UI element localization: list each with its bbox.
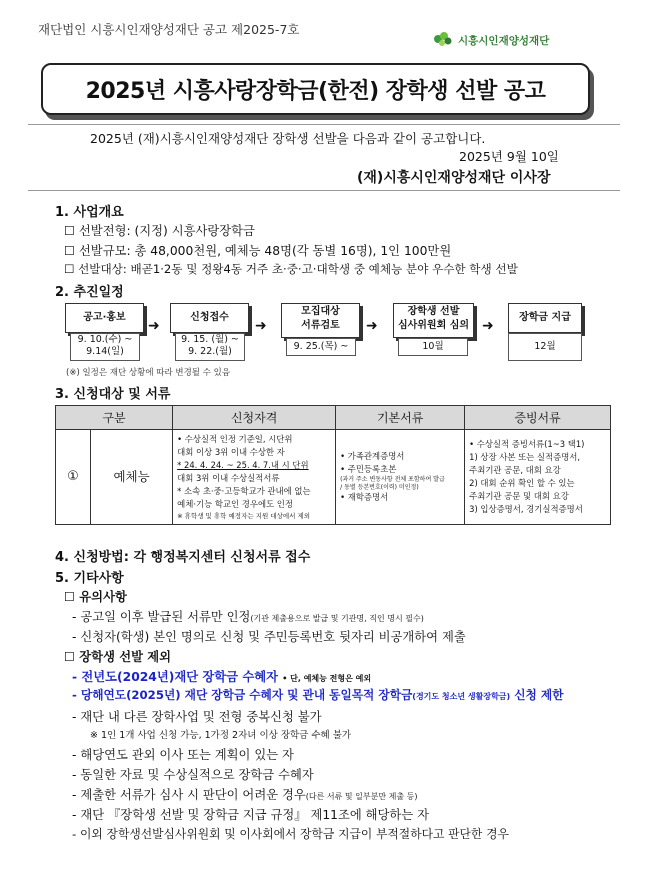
exclusion-item: - 해당연도 관외 이사 또는 계획이 있는 자 — [72, 748, 294, 762]
exclusion-item — [72, 785, 417, 803]
column-header: 구분 — [56, 406, 173, 430]
exclusion-item: - 재단 내 다른 장학사업 및 전형 중복신청 불가 — [72, 710, 322, 724]
exclusion-item — [72, 667, 371, 685]
doc-line: • 주민등록초본 — [340, 463, 397, 474]
eligibility-line: 대회 3위 이내 수상실적서류 — [177, 472, 280, 483]
exclusion-detail: (다른 서류 및 일부분만 제출 등) — [305, 792, 418, 801]
exclusion-subheading: ☐ 장학생 선발 제외 — [64, 650, 172, 664]
application-table — [55, 405, 611, 525]
logo-leaf-icon — [432, 30, 454, 50]
row-category: 예체능 — [91, 430, 173, 525]
basic-docs-cell — [336, 430, 465, 525]
doc-line: 1) 상장 사본 또는 실적증명서, — [469, 451, 581, 462]
exclusion-item: - 동일한 자료 및 수상실적으로 장학금 수혜자 — [72, 768, 314, 782]
arrow-right-icon: ➜ — [148, 318, 160, 334]
step-box: 공고·홍보 — [65, 303, 144, 333]
note-item — [72, 607, 424, 625]
proof-docs-cell — [465, 430, 611, 525]
eligibility-line: * 24. 4. 24. ~ 25. 4. 7.내 시 단위 — [177, 459, 309, 470]
doc-line: / 동별 등본번호(이력) 미인정) — [340, 483, 419, 491]
step-date: 12월 — [508, 333, 582, 361]
row-number: ① — [56, 430, 91, 525]
page-title: 2025년 시흥사랑장학금(한전) 장학생 선발 공고 — [85, 78, 546, 104]
eligibility-line: ※ 휴학생 및 휴학 예정자는 지원 대상에서 제외 — [177, 512, 311, 521]
exclusion-item — [72, 687, 564, 703]
eligibility-cell — [173, 430, 336, 525]
section-2-heading: 2. 추진일정 — [55, 285, 124, 300]
step-date: 10월 — [398, 338, 468, 356]
step-box: 신청접수 — [170, 303, 249, 333]
doc-line: • 수상실적 증빙서류(1~3 택1) — [469, 438, 585, 449]
section-5-heading: 5. 기타사항 — [55, 571, 124, 586]
eligibility-line: 예체·기능 학교인 경우에도 인정 — [177, 499, 293, 509]
step-box: 장학생 선발 심사위원회 심의 — [393, 303, 474, 338]
doc-line: 주최기관 공문, 대회 요강 — [469, 464, 561, 475]
doc-line: 2) 대회 순위 확인 할 수 있는 — [469, 478, 575, 488]
exclusion-text: - 전년도(2024년)재단 장학금 수혜자 — [72, 670, 278, 684]
note-item-text: - 공고일 이후 발급된 서류만 인정 — [72, 610, 251, 624]
logo-text: 시흥시인재양성재단 — [458, 34, 550, 47]
column-header: 증빙서류 — [465, 406, 611, 430]
exclusion-item: - 재단 『장학생 선발 및 장학금 지급 규정』 제11조에 해당하는 자 — [72, 808, 429, 822]
doc-line: (과거 주소 변동사항 전체 포함하여 발급 — [340, 475, 445, 483]
arrow-right-icon: ➜ — [366, 318, 378, 334]
overview-item: ☐ 선발규모: 총 48,000천원, 예체능 48명(각 동별 16명), 1인 100만원 — [64, 244, 452, 258]
foundation-logo — [432, 30, 549, 50]
signer: (재)시흥시인재양성재단 이사장 — [357, 170, 551, 186]
column-header: 기본서류 — [336, 406, 465, 430]
column-header: 신청자격 — [173, 406, 336, 430]
step-box: 모집대상 서류검토 — [281, 303, 360, 338]
eligibility-line: • 수상실적 인정 기준일, 시단위 — [177, 433, 293, 444]
overview-item: ☐ 선발대상: 배곧1·2동 및 정왕4동 거주 초·중·고·대학생 중 예체능 분야 우수한 학생 선발 — [64, 262, 518, 276]
divider — [28, 124, 620, 125]
doc-line: • 재학증명서 — [340, 492, 389, 503]
exclusion-text: - 당해연도(2025년) 재단 장학금 수혜자 및 관내 동일목적 장학금 — [72, 688, 413, 702]
section-4-heading: 4. 신청방법: 각 행정복지센터 신청서류 접수 — [55, 550, 311, 565]
doc-line: 3) 입상증명서, 경기실적증명서 — [469, 504, 583, 515]
section-3-heading: 3. 신청대상 및 서류 — [55, 387, 171, 402]
exclusion-item: - 이외 장학생선발심사위원회 및 이사회에서 장학금 지급이 부적절하다고 판단한 경우 — [72, 827, 509, 841]
note-item-detail: (기관 제출용으로 발급 및 기관명, 직인 명시 필수) — [250, 614, 424, 623]
notes-subheading: ☐ 유의사항 — [64, 590, 127, 604]
arrow-right-icon: ➜ — [482, 318, 494, 334]
schedule-note: (※) 일정은 재단 상황에 따라 변경될 수 있음 — [66, 368, 231, 378]
divider — [28, 190, 620, 191]
step-date: 9. 15. (월) ~ 9. 22.(월) — [175, 333, 245, 361]
note-item: - 신청자(학생) 본인 명의로 신청 및 주민등록번호 뒷자리 비공개하여 제출 — [72, 630, 466, 644]
intro-text: 2025년 (재)시흥시인재양성재단 장학생 선발을 다음과 같이 공고합니다. — [90, 131, 486, 146]
exclusion-detail: (경기도 청소년 생활장학금) — [412, 692, 511, 701]
section-1-heading: 1. 사업개요 — [55, 205, 124, 220]
overview-item: ☐ 선발전형: (지정) 시흥사랑장학금 — [64, 224, 255, 238]
table-row — [56, 430, 611, 525]
eligibility-line: * 소속 초·중·고등학교가 관내에 없는 — [177, 485, 311, 496]
exclusion-detail: • 단, 예체능 전형은 예외 — [282, 674, 372, 683]
step-date: 9. 10.(수) ~ 9.14(일) — [70, 333, 140, 361]
title-box — [41, 63, 590, 115]
arrow-right-icon: ➜ — [255, 318, 267, 334]
notice-number: 재단법인 시흥시인재양성재단 공고 제2025-7호 — [38, 22, 300, 37]
exclusion-text: - 제출한 서류가 심사 시 판단이 어려운 경우 — [72, 788, 306, 802]
step-box: 장학금 지급 — [508, 303, 582, 333]
doc-line: 주최기관 공문 및 대회 요강 — [469, 491, 569, 502]
exclusion-tail: 신청 제한 — [510, 688, 564, 702]
table-header-row — [56, 406, 611, 430]
exclusion-note: ※ 1인 1개 사업 신청 가능, 1가정 2자녀 이상 장학금 수혜 불가 — [90, 730, 352, 741]
announcement-date: 2025년 9월 10일 — [459, 149, 559, 164]
eligibility-line: 대회 이상 3위 이내 수상한 자 — [177, 446, 285, 457]
doc-line: • 가족관계증명서 — [340, 450, 405, 461]
step-date: 9. 25.(목) ~ — [286, 338, 356, 356]
